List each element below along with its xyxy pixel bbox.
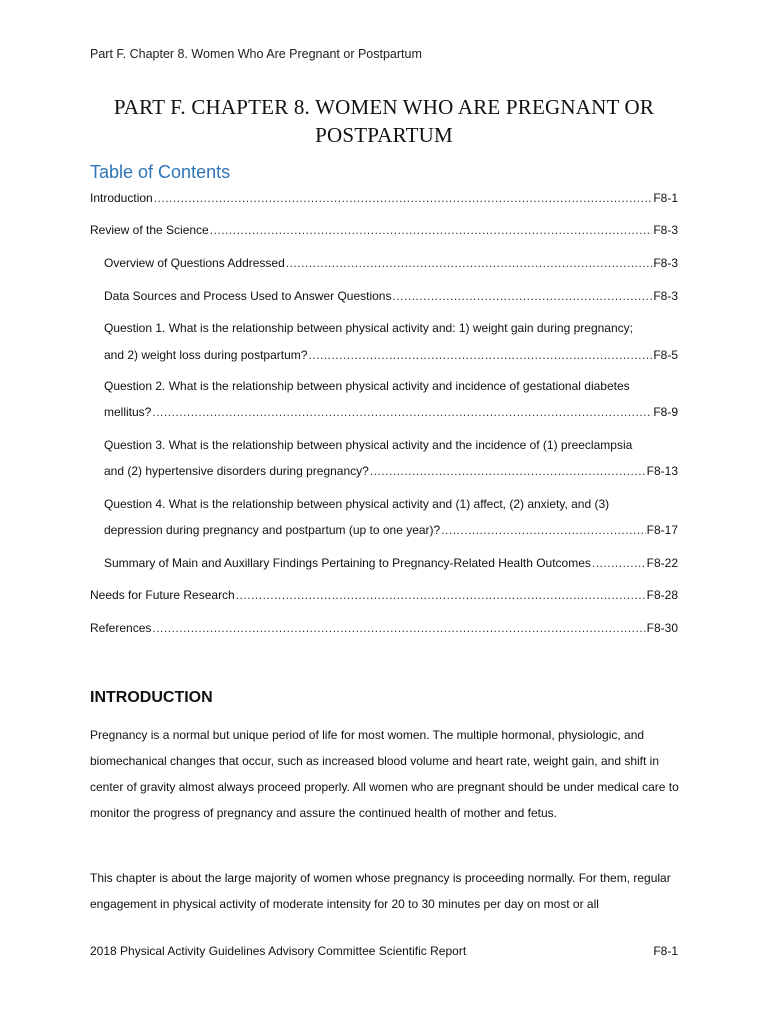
toc-entry-label: Summary of Main and Auxillary Findings Pertaining to Pregnancy-Related Health Outcomes — [104, 556, 591, 570]
toc-page-number: F8-5 — [653, 348, 678, 362]
toc-leader-dots — [308, 348, 652, 362]
toc-page-number: F8-3 — [653, 223, 678, 237]
toc-leader-dots — [592, 556, 646, 570]
toc-leader-dots — [441, 523, 645, 537]
toc-entry-future-research[interactable] — [90, 588, 678, 602]
toc-entry-question-3[interactable] — [104, 464, 678, 478]
toc-entry-overview-of-questions[interactable] — [104, 256, 678, 270]
footer-page-number: F8-1 — [653, 944, 678, 958]
toc-entry-question-1-line1[interactable]: Question 1. What is the relationship between physical activity and: 1) weight gain during pregnancy; — [104, 321, 633, 335]
toc-entry-label: Introduction — [90, 191, 153, 205]
introduction-paragraph-2: This chapter is about the large majority of women whose pregnancy is proceeding normally. For them, regular engagement in physical activity of moderate intensity for 20 to 30 minutes per day on most or all — [90, 871, 671, 911]
toc-entry-label: Needs for Future Research — [90, 588, 235, 602]
toc-entry-data-sources[interactable] — [104, 289, 678, 303]
toc-page-number: F8-30 — [646, 621, 678, 635]
toc-page-number: F8-22 — [646, 556, 678, 570]
toc-page-number: F8-17 — [646, 523, 678, 537]
toc-entry-summary-findings[interactable] — [104, 556, 678, 570]
introduction-paragraph-1: Pregnancy is a normal but unique period of life for most women. The multiple hormonal, physiologic, and biomechanical changes that occur, such as increased blood volume and heart rate, weight gain, and shift in center of gravity almost always proceed properly. All women who are pregnant should be under medical care to monitor the progress of pregnancy and assure the continued health of mother and fetus. — [90, 728, 679, 820]
footer-report-title: 2018 Physical Activity Guidelines Advisory Committee Scientific Report — [90, 944, 467, 958]
toc-page-number: F8-28 — [646, 588, 678, 602]
toc-entry-label: and 2) weight loss during postpartum? — [104, 348, 308, 362]
toc-page-number: F8-1 — [653, 191, 678, 205]
toc-entry-references[interactable] — [90, 621, 678, 635]
toc-page-number: F8-13 — [646, 464, 678, 478]
running-header: Part F. Chapter 8. Women Who Are Pregnant or Postpartum — [90, 47, 422, 61]
toc-entry-label: depression during pregnancy and postpartum (up to one year)? — [104, 523, 441, 537]
introduction-heading: INTRODUCTION — [90, 689, 213, 706]
toc-leader-dots — [370, 464, 646, 478]
toc-entry-question-4[interactable] — [104, 523, 678, 537]
toc-leader-dots — [210, 223, 653, 237]
toc-entry-label: Overview of Questions Addressed — [104, 256, 285, 270]
toc-entry-introduction[interactable] — [90, 191, 678, 205]
toc-entry-question-2[interactable] — [104, 405, 678, 419]
chapter-title: PART F. CHAPTER 8. WOMEN WHO ARE PREGNANT OR POSTPARTUM — [113, 95, 655, 147]
toc-entry-label: Review of the Science — [90, 223, 209, 237]
toc-entry-label: and (2) hypertensive disorders during pregnancy? — [104, 464, 369, 478]
toc-leader-dots — [152, 621, 645, 635]
toc-leader-dots — [236, 588, 646, 602]
toc-heading: Table of Contents — [90, 162, 231, 182]
toc-page-number: F8-3 — [653, 256, 678, 270]
toc-entry-label: References — [90, 621, 152, 635]
toc-entry-label: mellitus? — [104, 405, 152, 419]
toc-entry-question-3-line1[interactable]: Question 3. What is the relationship between physical activity and the incidence of (1) preeclampsia — [104, 438, 633, 452]
toc-entry-label: Data Sources and Process Used to Answer Questions — [104, 289, 392, 303]
toc-leader-dots — [152, 405, 652, 419]
toc-entry-question-2-line1[interactable]: Question 2. What is the relationship between physical activity and incidence of gestational diabetes — [104, 379, 630, 393]
toc-page-number: F8-3 — [653, 289, 678, 303]
toc-leader-dots — [392, 289, 652, 303]
toc-leader-dots — [286, 256, 653, 270]
toc-page-number: F8-9 — [653, 405, 678, 419]
toc-entry-review-of-the-science[interactable] — [90, 223, 678, 237]
toc-entry-question-4-line1[interactable]: Question 4. What is the relationship between physical activity and (1) affect, (2) anxiety, and (3) — [104, 497, 610, 511]
toc-leader-dots — [154, 191, 653, 205]
toc-entry-question-1[interactable] — [104, 348, 678, 362]
